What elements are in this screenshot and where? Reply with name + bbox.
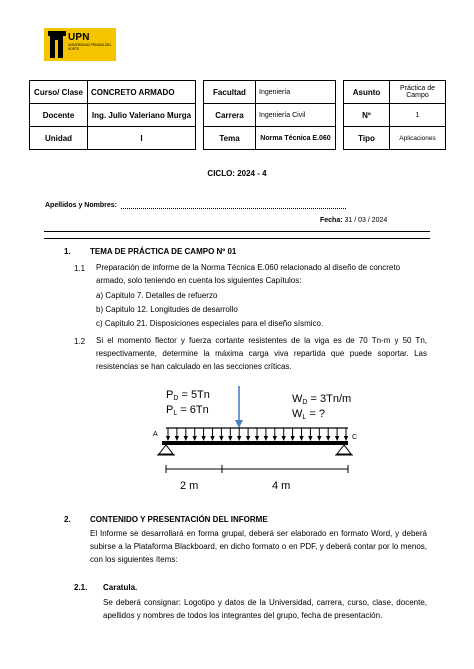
load-arrowhead (308, 436, 312, 441)
load-arrowhead (210, 436, 214, 441)
label-asunto: Asunto (344, 81, 390, 104)
wl-label: WL = ? (292, 408, 325, 421)
value-curso: CONCRETO ARMADO (88, 81, 196, 104)
table-gap (336, 104, 344, 127)
table-gap (196, 104, 204, 127)
item-1-1-a: a) Capitulo 7. Detalles de refuerzo (96, 291, 218, 300)
load-arrowhead (264, 436, 268, 441)
table-gap (336, 81, 344, 104)
label-tipo: Tipo (344, 127, 390, 150)
load-arrowhead (237, 436, 241, 441)
logo-subtitle: UNIVERSIDAD PRIVADA DEL NORTE (68, 43, 112, 51)
value-unidad: I (88, 127, 196, 150)
pd-label: PD = 5Tn (166, 389, 210, 402)
load-arrowhead (344, 436, 348, 441)
item-1-1-line1: Preparación de informe de la Norma Técnica E.060 relacionado al diseño de concreto (96, 263, 401, 272)
load-arrowhead (201, 436, 205, 441)
ciclo-heading: CICLO: 2024 - 4 (207, 169, 267, 178)
fecha-value: 31 / 03 / 2024 (344, 217, 388, 224)
load-arrowhead (326, 436, 330, 441)
fecha-label: Fecha: (320, 217, 343, 224)
load-arrowhead (184, 436, 188, 441)
item-1-1-c: c) Capitulo 21. Disposiciones especiales para el diseño sísmico. (96, 319, 324, 328)
load-arrowhead (299, 436, 303, 441)
load-arrowhead (290, 436, 294, 441)
section2-text: El Informe se desarrollará en forma grupal, deberá ser elaborado en formato Word, y deberá subirse a la Plataforma Blackboard, en dicho formato o en PDF, y deberá contar por lo menos, con los siguientes ítems: (90, 529, 427, 564)
load-arrowhead (317, 436, 321, 441)
value-tipo: Aplicaciones (390, 127, 446, 150)
divider (44, 231, 430, 232)
load-arrowhead (335, 436, 339, 441)
dim-2m: 2 m (180, 480, 199, 492)
section2-number: 2. (64, 515, 71, 524)
table-row (30, 104, 446, 127)
load-arrowhead (228, 436, 232, 441)
value-numero: 1 (390, 104, 446, 127)
apellidos-label: Apellidos y Nombres: (45, 202, 117, 209)
label-docente: Docente (30, 104, 88, 127)
label-numero: Nº (344, 104, 390, 127)
load-arrowhead (273, 436, 277, 441)
load-arrowhead (193, 436, 197, 441)
load-arrowhead (175, 436, 179, 441)
section2-1-number: 2.1. (74, 583, 88, 592)
label-a: A (153, 431, 158, 438)
apellidos-field[interactable] (121, 200, 346, 209)
value-docente: Ing. Julio Valeriano Murga (88, 104, 196, 127)
upn-logo-mark-icon (48, 31, 66, 58)
load-arrowhead (255, 436, 259, 441)
item-1-1-number: 1.1 (74, 264, 86, 273)
wd-label: WD = 3Tn/m (292, 393, 352, 406)
support-a (159, 445, 173, 454)
label-c: C (352, 434, 358, 441)
pl-label: PL = 6Tn (166, 404, 209, 417)
item-1-2-text: Si el momento flector y fuerza cortante resistentes de la viga es de 70 Tn-m y 50 Tn, respectivamente, determine la máxima carga viva repartida que puede soportar. Las resistencias se han calculado en las secciones críticas. (96, 336, 427, 371)
section1-number: 1. (64, 247, 71, 256)
fecha-line (320, 217, 387, 224)
beam (162, 441, 348, 445)
table-gap (196, 127, 204, 150)
course-info-table (29, 80, 446, 150)
value-facultad: Ingeniería (256, 81, 336, 104)
load-arrowhead (246, 436, 250, 441)
support-c (337, 445, 351, 454)
table-row (30, 127, 446, 150)
value-asunto: Práctica de Campo (390, 81, 446, 104)
section2-1-text: Se deberá consignar: Logotipo y datos de la Universidad, carrera, curso, clase, docente, apellidos y nombres de todos los integrantes del grupo, fecha de presentación. (103, 598, 427, 620)
label-unidad: Unidad (30, 127, 88, 150)
beam-diagram (0, 382, 474, 502)
divider (44, 238, 430, 239)
load-arrowhead (166, 436, 170, 441)
table-gap (196, 81, 204, 104)
item-1-1-line2: armado, solo teniendo en cuenta los siguientes Capítulos: (96, 276, 302, 285)
value-tema: Norma Técnica E.060 (256, 127, 336, 150)
distributed-load-arrows (166, 428, 348, 441)
table-row (30, 81, 446, 104)
label-facultad: Facultad (204, 81, 256, 104)
label-carrera: Carrera (204, 104, 256, 127)
label-tema: Tema (204, 127, 256, 150)
label-curso: Curso/ Clase (30, 81, 88, 104)
load-arrowhead (282, 436, 286, 441)
section1-title: TEMA DE PRÁCTICA DE CAMPO Nº 01 (90, 247, 237, 256)
value-carrera: Ingeniería Civil (256, 104, 336, 127)
point-load-arrowhead (235, 420, 243, 428)
logo-text: UPN (68, 32, 90, 43)
table-gap (336, 127, 344, 150)
load-arrowhead (219, 436, 223, 441)
dim-4m: 4 m (272, 480, 291, 492)
item-1-2-number: 1.2 (74, 337, 86, 346)
section2-title: CONTENIDO Y PRESENTACIÓN DEL INFORME (90, 515, 268, 524)
upn-logo (44, 28, 116, 61)
item-1-1-b: b) Capitulo 12. Longitudes de desarrollo (96, 305, 238, 314)
section2-1-title: Caratula. (103, 583, 138, 592)
